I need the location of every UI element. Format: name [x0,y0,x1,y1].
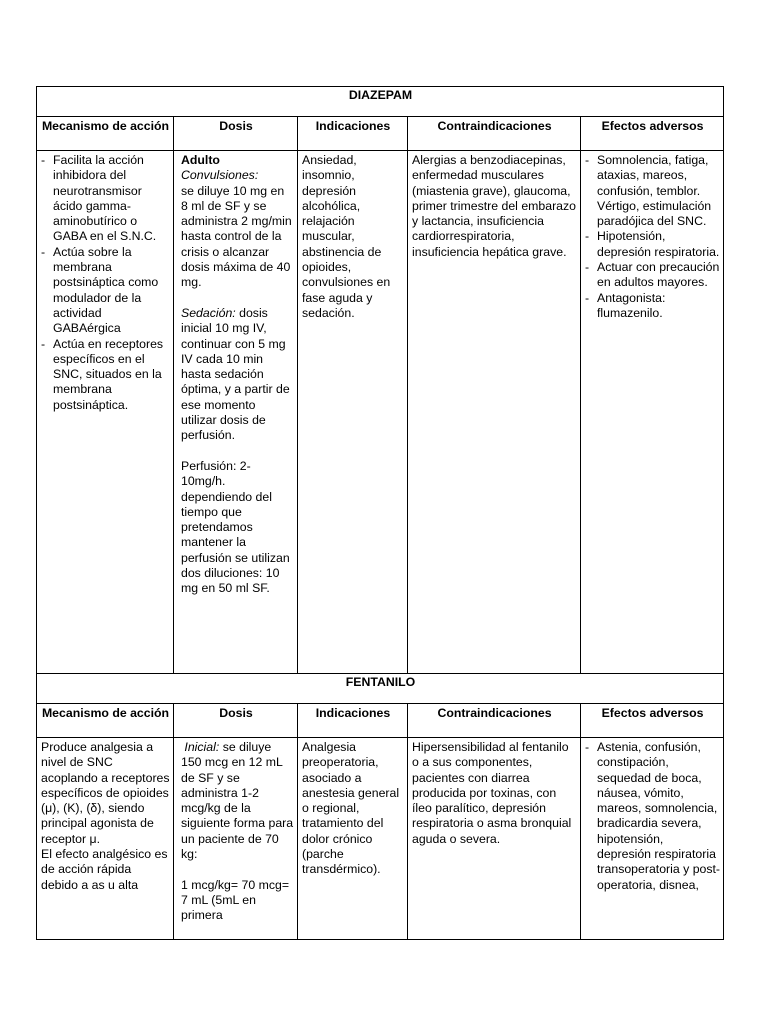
diazepam-dosis-convulsiones-text: se diluye 10 mg en 8 ml de SF y se administra 2 mg/min hasta control de la crisis o alcanzar dosis máxima de 40 mg. [181,183,292,290]
diazepam-dosis-sedacion [181,306,294,444]
fentanilo-header-dosis: Dosis [174,704,298,738]
fentanilo-header-indicaciones: Indicaciones [298,704,408,738]
fentanilo-header-efectos: Efectos adversos [581,704,724,738]
fentanilo-dosis-inicial-label: Inicial: [184,740,220,754]
list-item: - Somnolencia, fatiga, ataxias, mareos, confusión, temblor. Vértigo, estimulación paradójica del SNC. [585,153,720,229]
diazepam-mecanismo-list [41,153,170,413]
diazepam-header-dosis: Dosis [174,117,298,151]
list-item: - Facilita la acción inhibidora del neurotransmisor ácido gamma-aminobutírico o GABA en el S.N.C. [41,153,170,245]
fentanilo-dosis-cell [174,738,298,940]
diazepam-dosis-perfusion-text: Perfusión: 2-10mg/h. dependiendo del tiempo que pretendamos mantener la perfusión se utilizan dos diluciones: 10 mg en 50 ml SF. [181,458,290,596]
diazepam-dosis-cell [174,151,298,674]
list-item: - Hipotensión, depresión respiratoria. [585,229,720,260]
fentanilo-dosis-calculo: 1 mcg/kg= 70 mcg= 7 mL (5mL en primera [181,877,289,923]
list-item: - Actúa en receptores específicos en el SNC, situados en la membrana postsináptica. [41,337,170,413]
fentanilo-header-mecanismo: Mecanismo de acción [37,704,174,738]
list-item: - Astenia, confusión, constipación, sequedad de boca, náusea, vómito, mareos, somnolencia, bradicardia severa, hipotensión, depresión respiratoria transoperatoria y post-operatoria, disnea, [585,740,720,893]
diazepam-contraindicaciones-cell: Alergias a benzodiacepinas, enfermedad musculares (miastenia grave), glaucoma, primer trimestre del embarazo y lactancia, insuficiencia cardiorrespiratoria, insuficiencia hepática grave. [408,151,581,674]
diazepam-header-indicaciones: Indicaciones [298,117,408,151]
fentanilo-header-contraindicaciones: Contraindicaciones [408,704,581,738]
fentanilo-dosis-inicial [181,740,294,862]
diazepam-header-mecanismo: Mecanismo de acción [37,117,174,151]
fentanilo-contraindicaciones-cell [408,738,581,940]
fentanilo-mecanismo-p2: El efecto analgésico es de acción rápida debido a as u alta [41,847,168,892]
fentanilo-efectos-cell [581,738,724,940]
fentanilo-title: FENTANILO [37,674,724,704]
diazepam-dosis-sedacion-text: dosis inicial 10 mg IV, continuar con 5 mg IV cada 10 min hasta sedación óptima, y a partir de ese momento utilizar dosis de perfusión. [181,305,290,443]
fentanilo-mecanismo-cell [37,738,174,940]
fentanilo-efectos-list [585,740,720,893]
list-item: - Antagonista: flumazenilo. [585,291,720,322]
list-item: - Actúa sobre la membrana postsináptica como modulador de la actividad GABAérgica [41,245,170,337]
diazepam-dosis-sedacion-label: Sedación: [181,305,236,320]
diazepam-title: DIAZEPAM [37,87,724,117]
diazepam-efectos-list [585,153,720,321]
diazepam-indicaciones-cell: Ansiedad, insomnio, depresión alcohólica, relajación muscular, abstinencia de opioides, convulsiones en fase aguda y sedación. [298,151,408,674]
fentanilo-mecanismo-p1: Produce analgesia a nivel de SNC acoplando a receptores específicos de opioides (μ), (K), (δ), siendo principal agonista de receptor μ. [41,740,170,846]
diazepam-header-contraindicaciones: Contraindicaciones [408,117,581,151]
diazepam-dosis-convulsiones-label: Convulsiones: [181,168,259,183]
fentanilo-dosis-inicial-text: se diluye 150 mcg en 12 mL de SF y se administra 1-2 mcg/kg de la siguiente forma para un paciente de 70 kg: [181,740,294,862]
fentanilo-contraindicaciones-text: Hipersensibilidad al fentanilo o a sus componentes, pacientes con diarrea producida por toxinas, con íleo paralítico, depresión respiratoria o asma bronquial aguda o severa. [412,740,572,846]
diazepam-efectos-cell [581,151,724,674]
fentanilo-indicaciones-text: Analgesia preoperatoria, asociado a anestesia general o regional, tratamiento del dolor crónico (parche transdérmico). [302,740,400,877]
fentanilo-indicaciones-cell [298,738,408,940]
drug-table [36,86,724,940]
diazepam-mecanismo-cell [37,151,174,674]
list-item: - Actuar con precaución en adultos mayores. [585,260,720,291]
diazepam-dosis-adulto-label: Adulto [181,153,220,167]
diazepam-header-efectos: Efectos adversos [581,117,724,151]
